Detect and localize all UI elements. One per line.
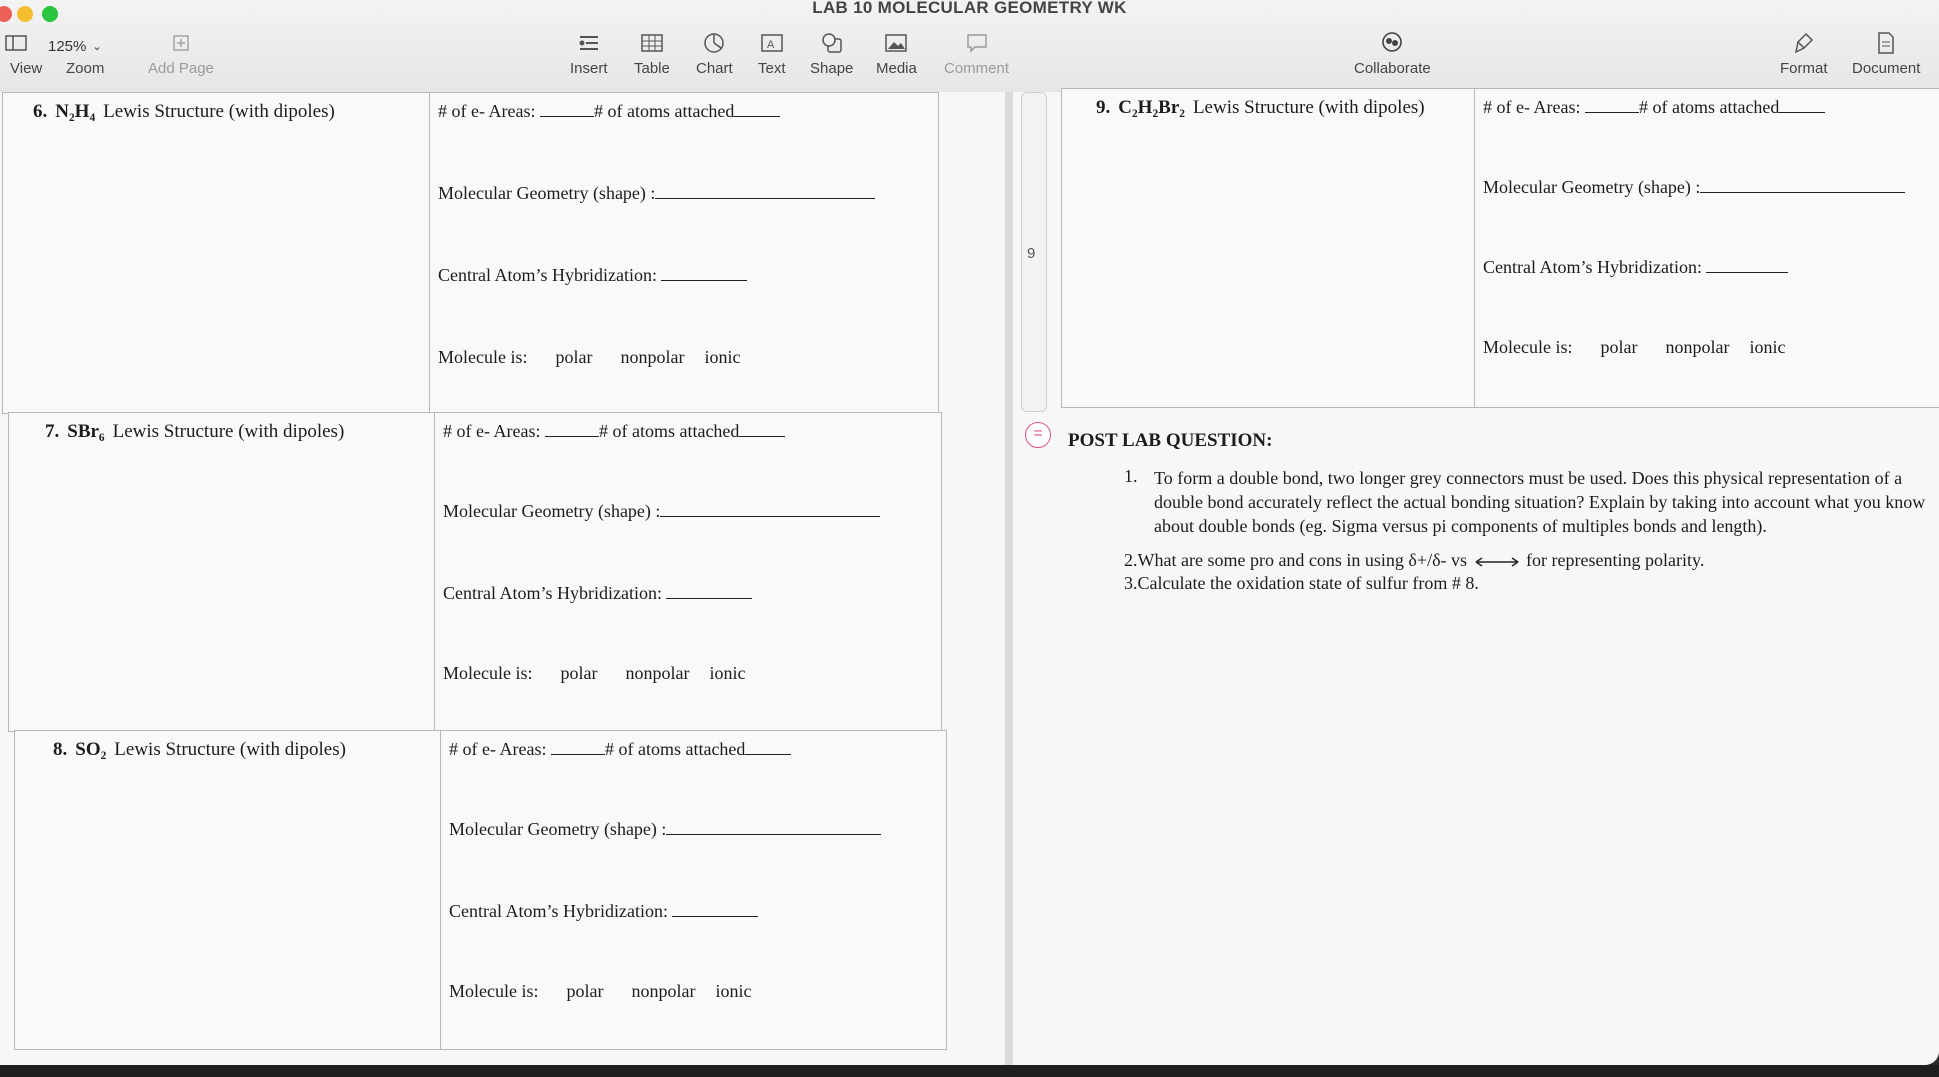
document-canvas[interactable] [0,92,1939,1065]
text-label: Text [758,60,786,77]
question-8-cell[interactable] [14,730,947,1050]
q9-geometry-line[interactable] [1483,177,1905,198]
zoom-value: 125% [48,37,87,55]
q8-formula: SO₂ [75,739,107,760]
add-page-label: Add Page [148,60,214,77]
q9-geometry-label: Molecular Geometry (shape) : [1483,177,1701,197]
q7-opt-nonpolar[interactable]: nonpolar [625,663,690,683]
q7-hybrid-blank[interactable] [666,584,752,599]
insert-label: Insert [570,60,608,77]
question-6-cell[interactable] [2,92,939,414]
collaborate-icon [1380,30,1404,56]
post-lab-heading: POST LAB QUESTION: [1068,430,1273,451]
collaborate-label: Collaborate [1354,60,1431,77]
q9-title-text: Lewis Structure (with dipoles) [1192,97,1425,118]
format-button[interactable] [1780,30,1828,77]
q8-molecule-line [449,981,751,1002]
insert-icon [578,30,600,56]
question-7-title [45,421,344,443]
shape-icon [821,30,843,56]
q9-hybrid-label: Central Atom’s Hybridization: [1483,257,1702,277]
document-label: Document [1852,60,1921,77]
q6-geometry-line[interactable] [438,183,875,204]
q9-atoms-blank[interactable] [1779,98,1825,113]
q8-atoms-blank[interactable] [745,740,791,755]
document-button[interactable] [1852,30,1920,77]
q8-title-text: Lewis Structure (with dipoles) [114,739,346,760]
q8-geometry-blank[interactable] [666,820,881,835]
q9-number: 9. [1096,97,1111,118]
q8-answers [440,731,946,1049]
q9-hybrid-line[interactable] [1483,257,1788,278]
text-box-icon [761,30,783,56]
format-label: Format [1780,60,1828,77]
q8-geometry-line[interactable] [449,819,881,840]
q7-geometry-line[interactable] [443,501,880,522]
q7-geometry-blank[interactable] [660,502,880,517]
q7-geometry-label: Molecular Geometry (shape) : [443,501,661,521]
table-label: Table [634,60,670,77]
toolbar [0,0,1939,93]
comment-icon [966,30,988,56]
section-marker-icon[interactable]: = [1025,422,1051,448]
media-button[interactable] [876,30,917,77]
q6-answers [429,93,938,413]
q7-answers [434,413,941,731]
q7-number: 7. [45,421,60,442]
q6-molecule-label: Molecule is: [438,347,528,367]
page-number: 9 [1027,245,1036,262]
q7-atoms-label: # of atoms attached [598,421,740,441]
q6-atoms-label: # of atoms attached [593,101,735,121]
svg-text:A: A [766,39,775,51]
q6-e-areas-label: # of e- Areas: [438,101,536,121]
pie-chart-icon [703,30,725,56]
double-headed-arrow-icon [1472,555,1522,569]
q8-opt-ionic[interactable]: ionic [715,981,752,1001]
q9-e-areas-blank[interactable] [1585,98,1639,113]
q6-formula: N₂H₄ [55,101,96,122]
q9-opt-polar[interactable]: polar [1600,337,1638,357]
q8-atoms-label: # of atoms attached [604,739,746,759]
q8-opt-nonpolar[interactable]: nonpolar [631,981,696,1001]
q7-molecule-label: Molecule is: [443,663,533,683]
table-icon [641,30,663,56]
chevron-down-icon: ⌄ [92,40,102,53]
q1-number: 1. [1124,466,1138,486]
q7-molecule-line [443,663,745,684]
q6-molecule-line [438,347,740,368]
zoom-label-wrap [66,56,104,77]
sidebar-icon [5,30,27,56]
q6-opt-ionic[interactable]: ionic [704,347,741,367]
q8-opt-polar[interactable]: polar [566,981,604,1001]
q7-title-text: Lewis Structure (with dipoles) [112,421,345,442]
q9-formula: C₂H₂Br₂ [1118,97,1185,118]
q8-molecule-label: Molecule is: [449,981,539,1001]
question-7-cell[interactable] [8,412,942,732]
q9-hybrid-blank[interactable] [1706,258,1788,273]
q7-opt-polar[interactable]: polar [560,663,598,683]
q8-hybrid-line[interactable] [449,901,758,922]
q7-hybrid-line[interactable] [443,583,752,604]
post-lab-section[interactable] [1068,422,1938,594]
post-lab-q1 [1124,466,1938,538]
q9-e-areas-label: # of e- Areas: [1483,97,1581,117]
q7-formula: SBr₆ [67,421,105,442]
document-icon [1877,30,1895,56]
q9-answers [1474,89,1939,407]
q6-hybrid-line[interactable] [438,265,747,286]
q9-opt-nonpolar[interactable]: nonpolar [1665,337,1730,357]
shape-label: Shape [810,60,854,77]
insert-button[interactable] [570,30,608,77]
post-lab-q2 [1124,550,1938,571]
q9-atoms-label: # of atoms attached [1638,97,1780,117]
q6-opt-polar[interactable]: polar [555,347,593,367]
q8-e-areas-blank[interactable] [551,740,605,755]
q8-e-areas-line[interactable] [449,739,791,760]
q8-hybrid-label: Central Atom’s Hybridization: [449,901,668,921]
q9-geometry-blank[interactable] [1700,178,1905,193]
add-page-icon [172,30,190,56]
question-9-cell[interactable] [1061,88,1939,408]
q6-title-text: Lewis Structure (with dipoles) [103,101,335,122]
q2-text-start: 2.What are some pro and cons in using δ+/δ- vs [1124,550,1468,570]
q8-hybrid-blank[interactable] [672,902,758,917]
q8-number: 8. [53,739,68,760]
view-label: View [10,60,43,77]
comment-button[interactable] [944,30,1009,77]
document-title: LAB 10 MOLECULAR GEOMETRY WK [812,0,1127,17]
q6-geometry-blank[interactable] [655,184,875,199]
q6-number: 6. [33,101,48,122]
question-6-title [33,101,335,123]
table-button[interactable] [634,30,670,77]
zoom-select[interactable] [48,34,128,58]
comment-label: Comment [944,60,1010,77]
view-button[interactable] [0,30,42,77]
dock-edge [0,1065,1939,1077]
question-9-title [1096,97,1425,119]
q1-text: To form a double bond, two longer grey connectors must be used. Does this physical representation of a double bond accurately reflect the actual bonding situation? Explain by taking into account what you know about double bonds (eg. Sigma versus pi components of multiples bonds and length). [1154,468,1926,536]
q7-e-areas-blank[interactable] [545,422,599,437]
q8-e-areas-label: # of e- Areas: [449,739,547,759]
shape-button[interactable] [810,30,853,77]
q9-molecule-line [1483,337,1785,358]
q6-hybrid-blank[interactable] [661,266,747,281]
q7-e-areas-line[interactable] [443,421,785,442]
zoom-label: Zoom [66,60,105,77]
q6-geometry-label: Molecular Geometry (shape) : [438,183,656,203]
q7-opt-ionic[interactable]: ionic [709,663,746,683]
page-divider [1005,92,1013,1065]
q8-geometry-label: Molecular Geometry (shape) : [449,819,667,839]
post-lab-q3: 3.Calculate the oxidation state of sulfur from # 8. [1124,573,1479,593]
q9-e-areas-line[interactable] [1483,97,1825,118]
q2-text-end: for representing polarity. [1526,550,1705,570]
photo-icon [885,30,907,56]
q7-e-areas-label: # of e- Areas: [443,421,541,441]
q6-e-areas-line[interactable] [438,101,780,122]
add-page-button[interactable] [148,30,214,77]
collaborate-button[interactable] [1354,30,1431,77]
q6-hybrid-label: Central Atom’s Hybridization: [438,265,657,285]
q9-molecule-label: Molecule is: [1483,337,1573,357]
q9-opt-ionic[interactable]: ionic [1749,337,1786,357]
q6-e-areas-blank[interactable] [540,102,594,117]
q6-atoms-blank[interactable] [734,102,780,117]
q6-opt-nonpolar[interactable]: nonpolar [620,347,685,367]
paintbrush-icon [1794,30,1814,56]
q7-hybrid-label: Central Atom’s Hybridization: [443,583,662,603]
chart-label: Chart [696,60,733,77]
question-8-title [53,739,346,761]
q7-atoms-blank[interactable] [739,422,785,437]
text-button[interactable] [758,30,786,77]
media-label: Media [876,60,917,77]
chart-button[interactable] [696,30,733,77]
